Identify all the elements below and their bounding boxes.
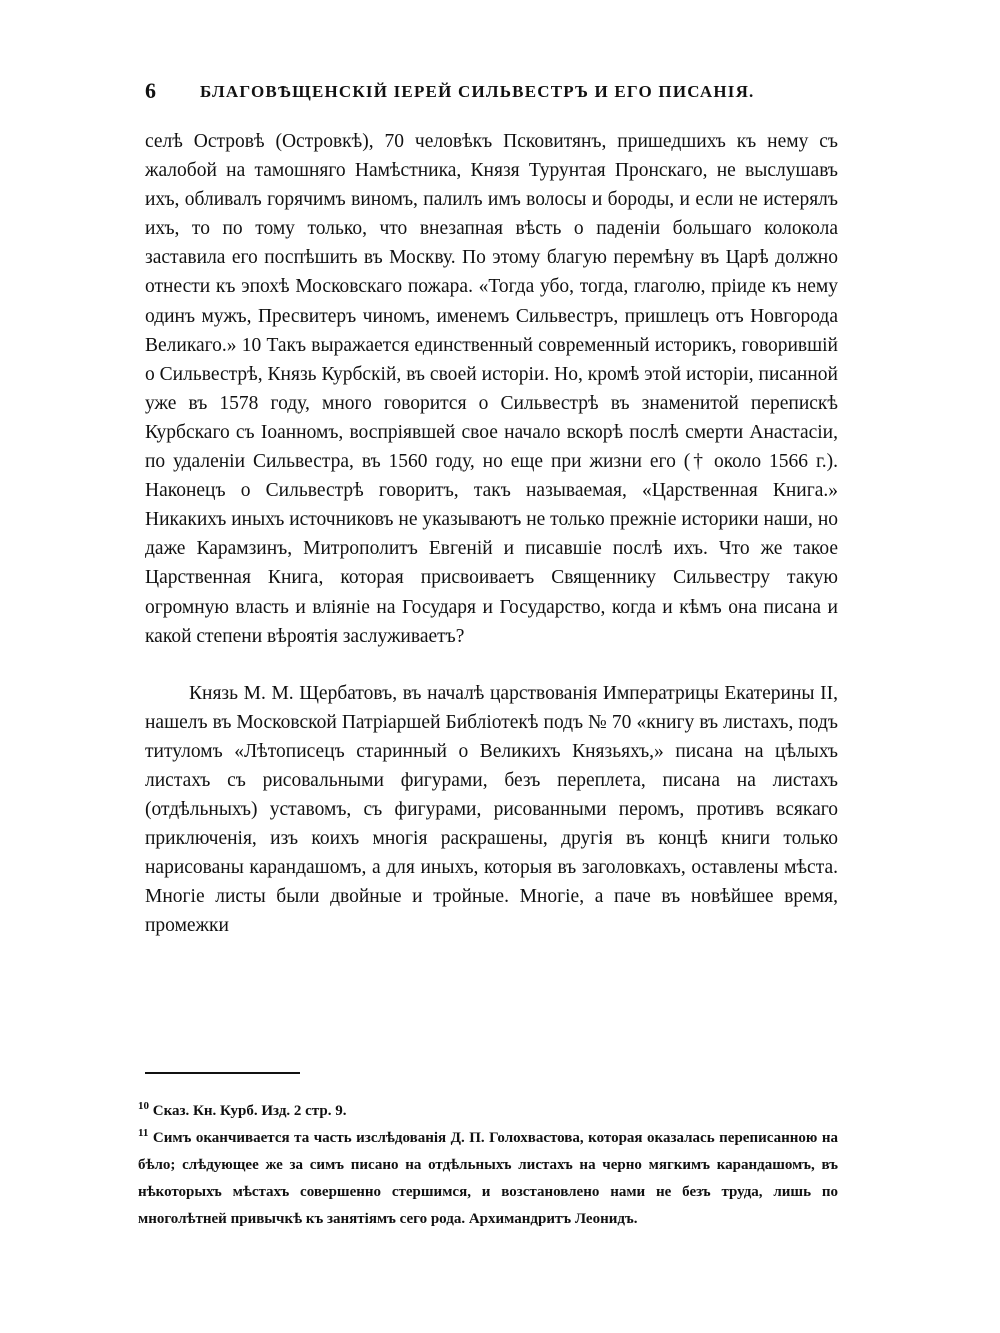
paragraph-2: Князь М. М. Щербатовъ, въ началѣ царствованія Императрицы Екатерины II, нашелъ въ Московской Патріаршей Библіотекѣ подъ № 70 «книгу въ листахъ, подъ титуломъ «Лѣтописецъ старинный о Великихъ Князьяхъ,» писана на цѣлыхъ листахъ съ рисовальными фигурами, безъ переплета, писана на листахъ (отдѣльныхъ) уставомъ, съ фигурами, рисованными перомъ, противъ всякаго приключенія, изъ коихъ многія раскрашены, другія въ концѣ книги только нарисованы карандашомъ, а для иныхъ, которыя въ заголовкахъ, оставлены мѣста. Многіе листы были двойные и тройные. Многіе, а паче въ новѣйшее время, промежки bbox=[145, 682, 838, 937]
paragraph-1: селѣ Островѣ (Островкѣ), 70 человѣкъ Псковитянъ, пришедшихъ къ нему съ жалобой на тамошняго Намѣстника, Князя Турунтая Пронскаго, не выслушавъ ихъ, обливалъ горячимъ виномъ, палилъ имъ волосы и бороды, и если не истерялъ ихъ, то по тому только, что внезапная вѣсть о паденіи большаго колокола заставила его поспѣшить въ Москву. По этому благую перемѣну въ Царѣ должно отнести къ эпохѣ Московскаго пожара. «Тогда убо, тогда, глаголю, пріиде къ нему одинъ мужъ, Пресвитеръ чиномъ, именемъ Сильвестръ, пришлецъ отъ Новгорода Великаго.» 10 Такъ выражается единственный современный историкъ, говорившій о Сильвестрѣ, Князь Курбскій, въ своей исторіи. Но, кромѣ этой исторіи, писанной уже въ 1578 году, много говорится о Сильвестрѣ въ знаменитой перепискѣ Курбскаго съ Іоанномъ, воспріявшей свое начало вскорѣ послѣ смерти Анастасіи, по удаленіи Сильвестра, въ 1560 году, но еще при жизни его († около 1566 г.). Наконецъ о Сильвестрѣ говоритъ, такъ называемая, «Царственная Книга.» Никакихъ иныхъ источниковъ не указываютъ не только прежніе историки наши, но даже Карамзинъ, Митрополитъ Евгеній и писавшіе послѣ ихъ. Что же такое Царственная Книга, которая присвоиваетъ Священнику Сильвестру такую огромную власть и вліяніе на Государя и Государство, когда и кѣмъ она писана и какой степени вѣроятія заслуживаетъ? bbox=[145, 131, 838, 647]
page-number: 6 bbox=[145, 78, 158, 103]
footnote-text: Сказ. Кн. Курб. Изд. 2 стр. 9. bbox=[149, 1103, 347, 1119]
running-head bbox=[145, 78, 845, 108]
footnote-mark: 11 bbox=[138, 1127, 149, 1139]
footnote-11 bbox=[138, 1125, 838, 1233]
footnote-mark: 10 bbox=[138, 1100, 149, 1112]
footnote-divider bbox=[145, 1072, 300, 1074]
footnotes bbox=[138, 1098, 838, 1233]
main-text bbox=[145, 127, 838, 941]
running-title: БЛАГОВѢЩЕНСКІЙ ІЕРЕЙ СИЛЬВЕСТРЪ И ЕГО ПИСАНІЯ. bbox=[200, 82, 755, 101]
paragraph-gap bbox=[145, 651, 838, 679]
footnote-text: Симъ оканчивается та часть изслѣдованія Д. П. Голохвастова, которая оказалась переписанною на бѣло; слѣдующее же за симъ писано на отдѣльныхъ листахъ на черно мягкимъ карандашомъ, въ нѣкоторыхъ мѣстахъ совершенно стершимся, и возстановлено нами не безъ труда, лишь по многолѣтней привычкѣ къ занятіямъ сего рода. Архимандритъ Леонидъ. bbox=[138, 1130, 838, 1227]
footnote-10 bbox=[138, 1098, 838, 1125]
